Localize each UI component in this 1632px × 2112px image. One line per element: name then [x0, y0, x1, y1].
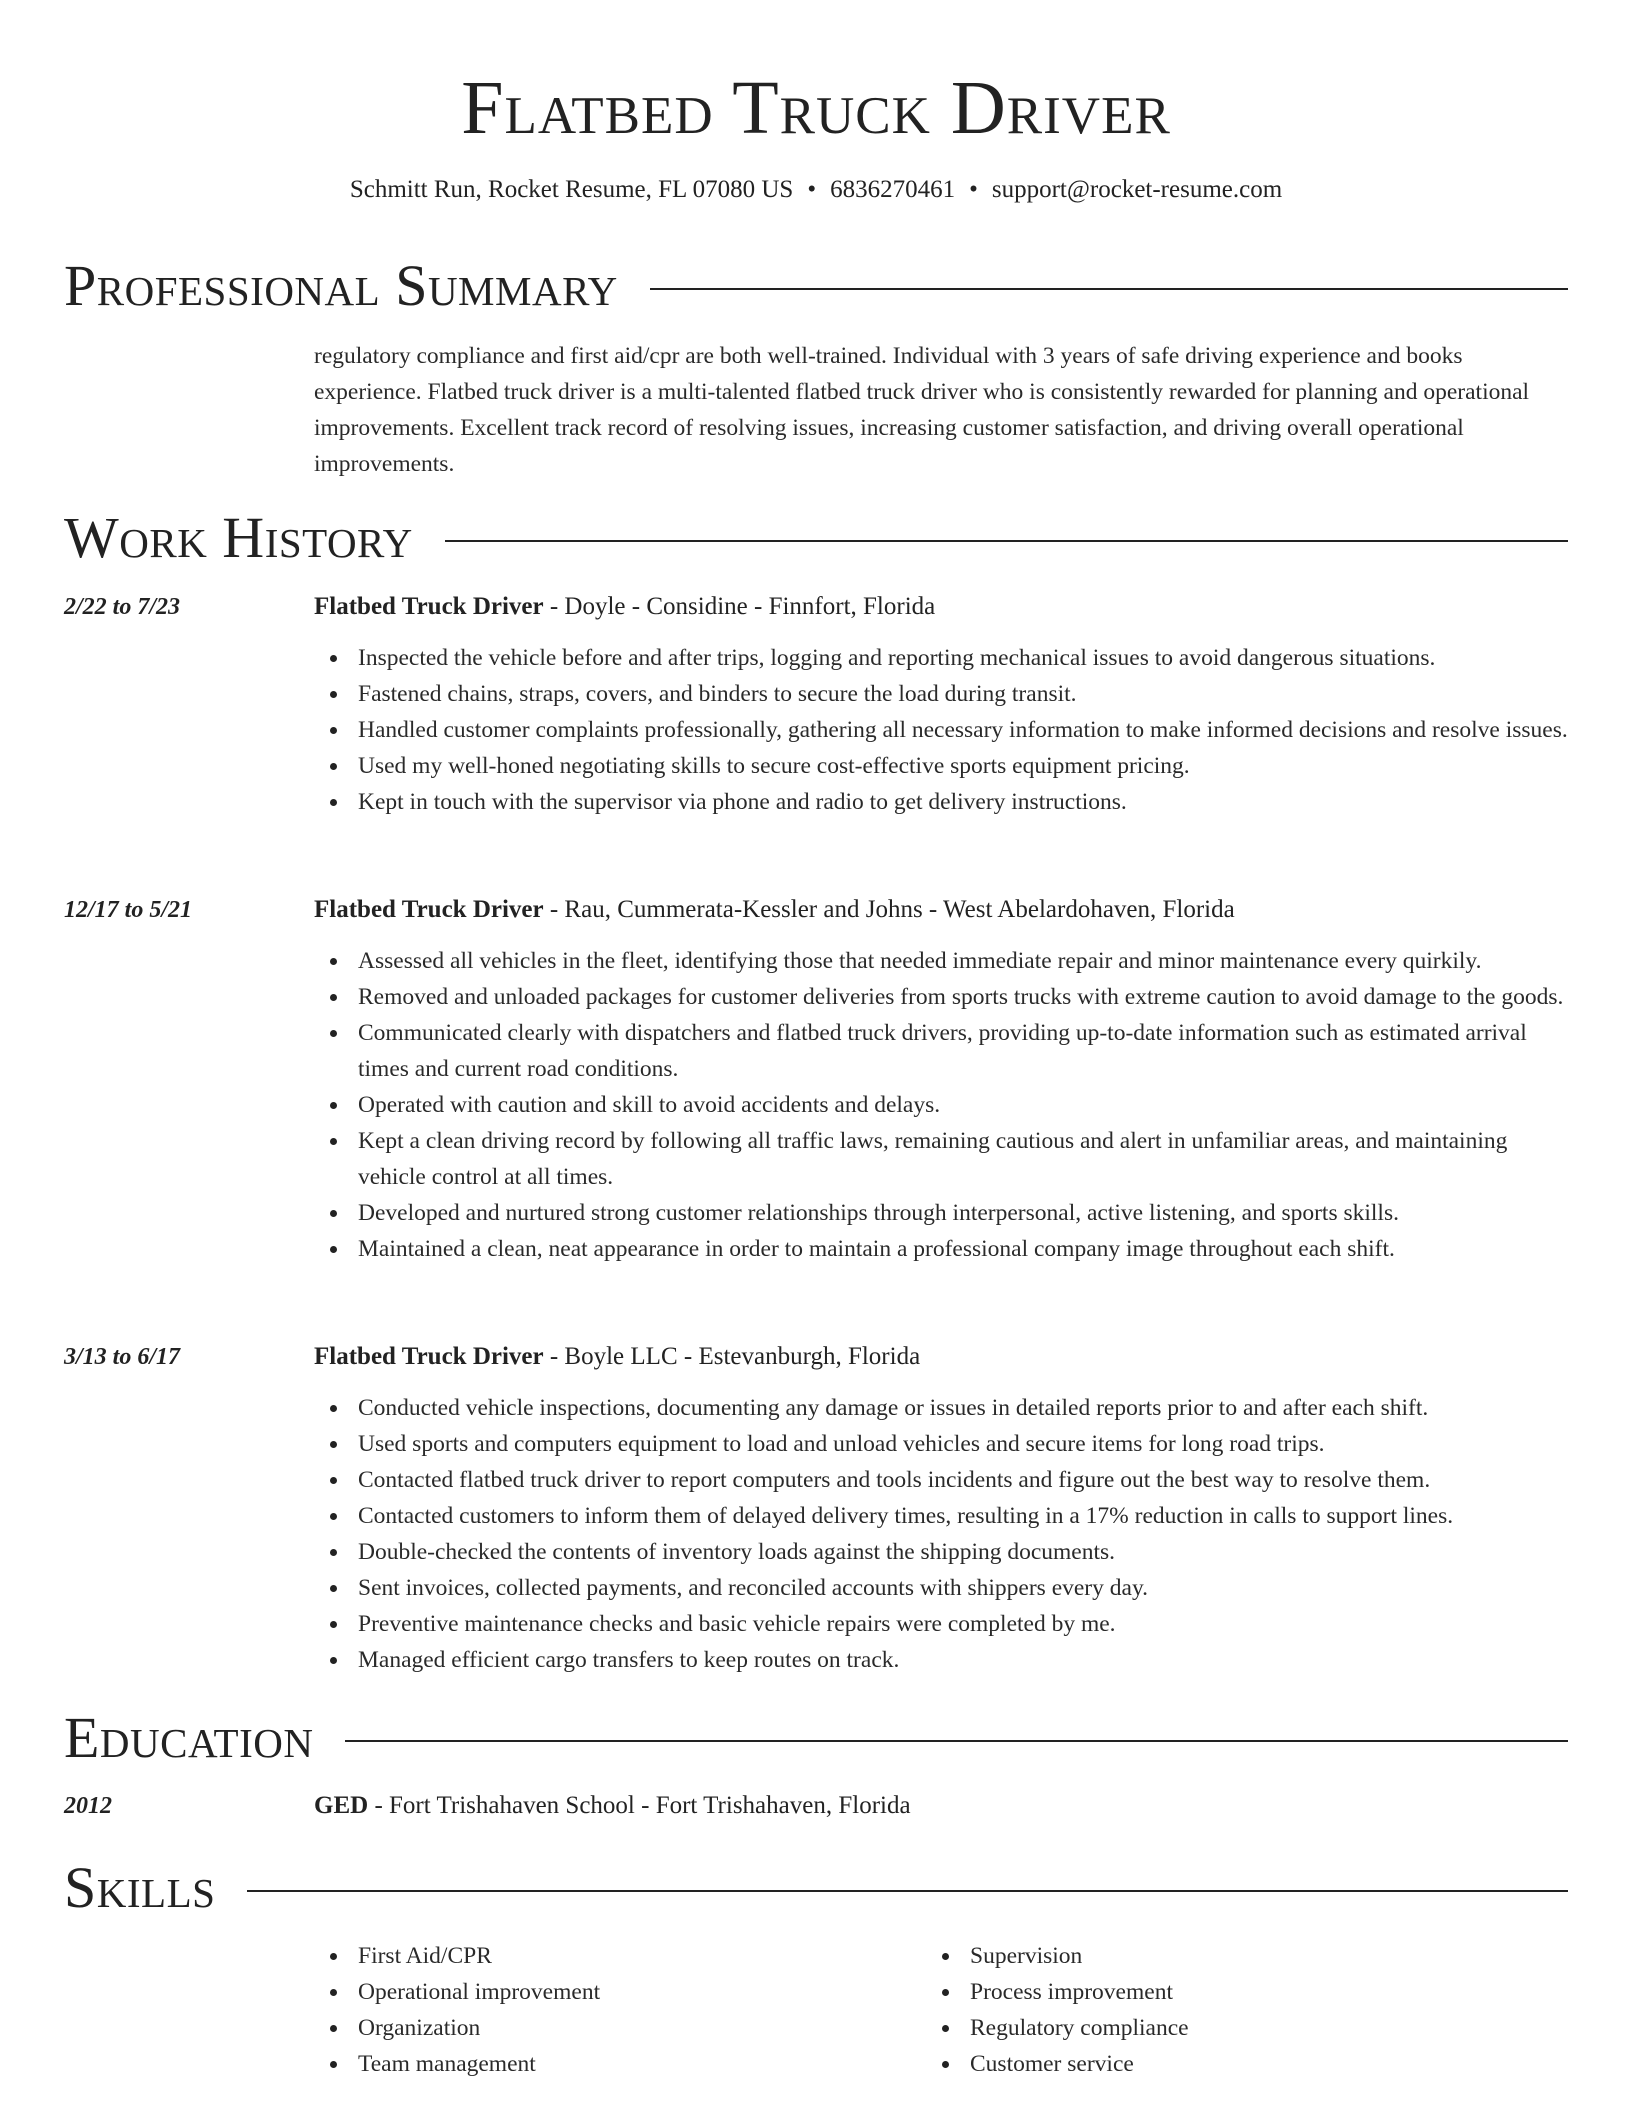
job-date: 2/22 to 7/23 [64, 594, 181, 620]
skill-item: Operational improvement [314, 1974, 926, 2010]
job-bullet: Developed and nurtured strong customer relationships through interpersonal, active listening, and sports skills. [314, 1195, 1568, 1231]
section-header-education [64, 1706, 1568, 1770]
education-details: - Fort Trishahaven School - Fort Trishahaven, Florida [368, 1792, 911, 1819]
skill-item: First Aid/CPR [314, 1938, 926, 1974]
job-bullet: Fastened chains, straps, covers, and binders to secure the load during transit. [314, 676, 1568, 712]
job-bullet: Handled customer complaints professionally, gathering all necessary information to make informed decisions and resolve issues. [314, 712, 1568, 748]
section-divider [445, 540, 1568, 542]
job-bullets [314, 640, 1568, 820]
education-date: 2012 [64, 1793, 112, 1819]
job-bullet: Preventive maintenance checks and basic vehicle repairs were completed by me. [314, 1606, 1568, 1642]
section-divider [650, 288, 1568, 290]
section-divider [345, 1740, 1568, 1742]
job-details: - Rau, Cummerata-Kessler and Johns - West Abelardohaven, Florida [543, 896, 1235, 923]
contact-email[interactable]: support@rocket-resume.com [991, 176, 1283, 203]
job-entry [64, 893, 1568, 1267]
section-title-work: Work History [64, 505, 413, 570]
skills-list [314, 1938, 1568, 2082]
separator-dot: • [969, 176, 978, 203]
job-bullet: Used my well-honed negotiating skills to secure cost-effective sports equipment pricing. [314, 748, 1568, 784]
education-entry [64, 1789, 1568, 1823]
job-bullet: Inspected the vehicle before and after trips, logging and reporting mechanical issues to avoid dangerous situations. [314, 640, 1568, 676]
education-heading [314, 1789, 1568, 1823]
job-bullet: Contacted customers to inform them of delayed delivery times, resulting in a 17% reduction in calls to support lines. [314, 1498, 1568, 1534]
skill-item: Supervision [926, 1938, 1538, 1974]
job-bullet: Kept a clean driving record by following all traffic laws, remaining cautious and alert in unfamiliar areas, and maintaining vehicle control at all times. [314, 1123, 1568, 1195]
education-degree: GED [314, 1792, 369, 1819]
job-bullet: Double-checked the contents of inventory loads against the shipping documents. [314, 1534, 1568, 1570]
job-bullet: Contacted flatbed truck driver to report computers and tools incidents and figure out the best way to resolve them. [314, 1462, 1568, 1498]
job-bullets [314, 943, 1568, 1267]
job-title: Flatbed Truck Driver [314, 593, 544, 620]
job-bullets [314, 1390, 1568, 1678]
resume-name: Flatbed Truck Driver [461, 66, 1171, 150]
skills-column-left [314, 1938, 926, 2082]
skill-item: Process improvement [926, 1974, 1538, 2010]
section-divider [247, 1890, 1568, 1892]
job-entry [64, 590, 1568, 820]
job-bullet: Kept in touch with the supervisor via phone and radio to get delivery instructions. [314, 784, 1568, 820]
job-bullet: Assessed all vehicles in the fleet, identifying those that needed immediate repair and minor maintenance every quirkily. [314, 943, 1568, 979]
job-details: - Doyle - Considine - Finnfort, Florida [543, 593, 936, 620]
summary-text: regulatory compliance and first aid/cpr are both well-trained. Individual with 3 years of safe driving experience and books experience. Flatbed truck driver is a multi-talented flatbed truck driver who is consistently rewarded for planning and operational improvements. Excellent track record of resolving issues, increasing customer satisfaction, and driving overall operational improvements. [314, 343, 1530, 477]
job-date: 3/13 to 6/17 [64, 1344, 181, 1370]
contact-phone[interactable]: 6836270461 [830, 176, 956, 203]
job-bullet: Sent invoices, collected payments, and reconciled accounts with shippers every day. [314, 1570, 1568, 1606]
section-header-summary [64, 254, 1568, 318]
separator-dot: • [807, 176, 817, 203]
contact-address: Schmitt Run, Rocket Resume, FL 07080 US [349, 176, 794, 203]
job-title: Flatbed Truck Driver [314, 896, 544, 923]
job-details: - Boyle LLC - Estevanburgh, Florida [543, 1343, 921, 1370]
job-bullet: Communicated clearly with dispatchers and flatbed truck drivers, providing up-to-date information such as estimated arrival times and current road conditions. [314, 1015, 1568, 1087]
job-bullet: Managed efficient cargo transfers to keep routes on track. [314, 1642, 1568, 1678]
job-heading [314, 590, 1568, 624]
job-title: Flatbed Truck Driver [314, 1343, 544, 1370]
job-heading [314, 1340, 1568, 1374]
contact-line [0, 174, 1632, 206]
skills-column-right [926, 1938, 1538, 2082]
job-bullet: Used sports and computers equipment to load and unload vehicles and secure items for long road trips. [314, 1426, 1568, 1462]
job-heading [314, 893, 1568, 927]
job-bullet: Conducted vehicle inspections, documenting any damage or issues in detailed reports prior to and after each shift. [314, 1390, 1568, 1426]
section-header-work [64, 506, 1568, 570]
skill-item: Organization [314, 2010, 926, 2046]
section-title-skills: Skills [64, 1855, 216, 1920]
section-header-skills [64, 1856, 1568, 1920]
job-entry [64, 1340, 1568, 1678]
job-bullet: Removed and unloaded packages for customer deliveries from sports trucks with extreme caution to avoid damage to the goods. [314, 979, 1568, 1015]
job-date: 12/17 to 5/21 [64, 897, 193, 923]
skill-item: Regulatory compliance [926, 2010, 1538, 2046]
skill-item: Team management [314, 2046, 926, 2082]
job-bullet: Maintained a clean, neat appearance in order to maintain a professional company image throughout each shift. [314, 1231, 1568, 1267]
job-bullet: Operated with caution and skill to avoid accidents and delays. [314, 1087, 1568, 1123]
skill-item: Customer service [926, 2046, 1538, 2082]
section-title-summary: Professional Summary [64, 253, 618, 318]
section-title-education: Education [64, 1705, 314, 1770]
